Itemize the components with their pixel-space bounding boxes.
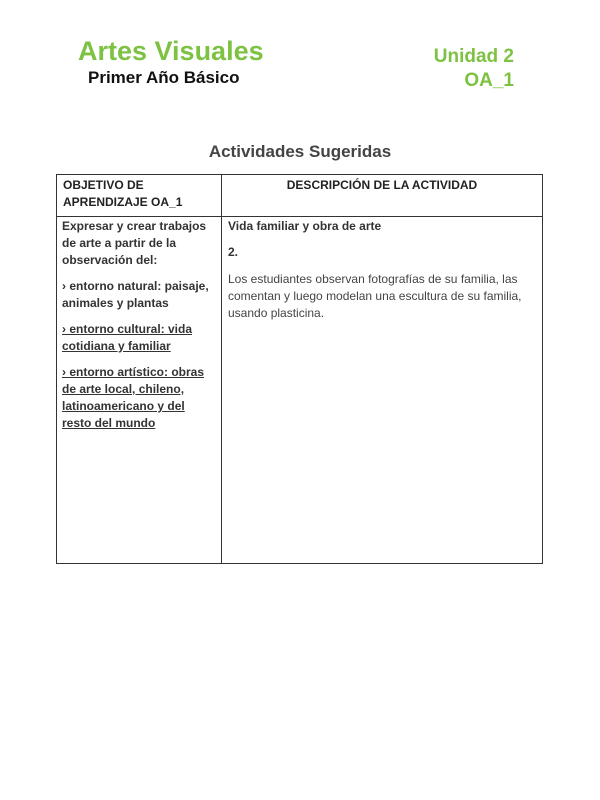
objective-item-artistic: › entorno artístico: obras de arte local, chileno, latinoamericano y del resto del mundo (62, 365, 205, 430)
document-header-left (78, 36, 264, 90)
unit-label: Unidad 2 (433, 46, 514, 67)
document-title: Artes Visuales (78, 36, 264, 66)
activity-title: Vida familiar y obra de arte (228, 219, 382, 233)
table-header-row (57, 175, 543, 217)
objective-header: OBJETIVO DE APRENDIZAJE OA_1 (63, 178, 183, 209)
table-row (57, 217, 543, 564)
description-header-cell (222, 175, 543, 217)
objective-item-cultural: › entorno cultural: vida cotidiana y familiar (62, 322, 193, 353)
document-subtitle: Primer Año Básico (88, 68, 240, 87)
activity-number: 2. (228, 245, 239, 259)
activity-table (56, 174, 543, 564)
objective-header-cell (57, 175, 222, 217)
section-title: Actividades Sugeridas (208, 142, 392, 161)
objective-item-natural: › entorno natural: paisaje, animales y plantas (62, 279, 209, 310)
activity-description: Los estudiantes observan fotografías de su familia, las comentan y luego modelan una escultura de su familia, usando plasticina. (228, 272, 522, 320)
description-cell (222, 217, 543, 564)
description-header: DESCRIPCIÓN DE LA ACTIVIDAD (286, 178, 478, 192)
objective-cell (57, 217, 222, 564)
objective-intro: Expresar y crear trabajos de arte a partir de la observación del: (62, 219, 207, 267)
oa-label: OA_1 (464, 70, 514, 91)
document-header-right (434, 45, 514, 93)
